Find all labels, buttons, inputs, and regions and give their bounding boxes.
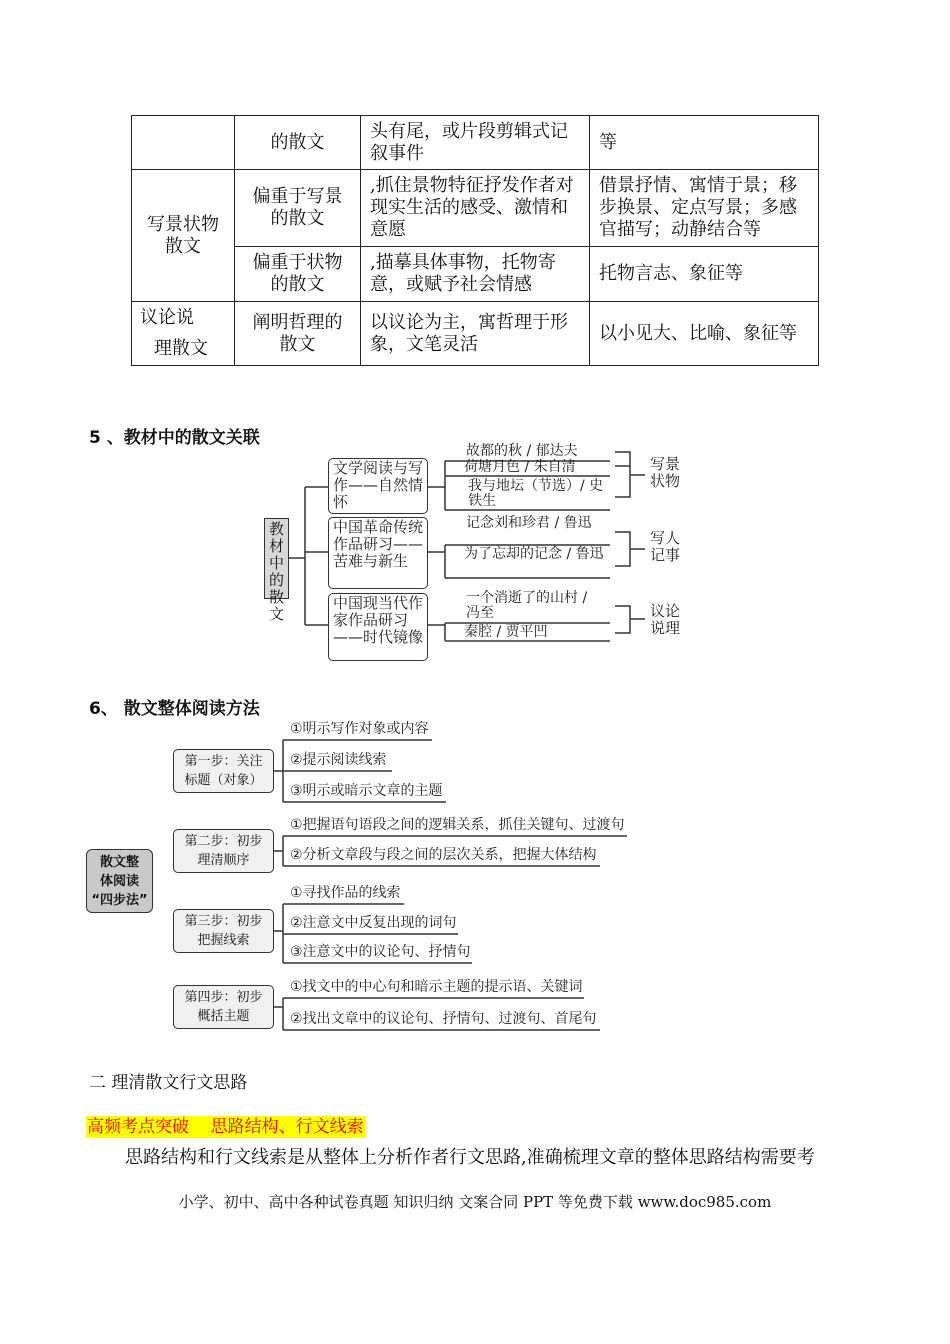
leaf-item: 记念刘和珍君 / 鲁迅 [466, 515, 592, 531]
step-item: ③注意文中的议论句、抒情句 [290, 944, 471, 960]
step-line: 概括主题 [197, 1009, 250, 1024]
table-cell: 阐明哲理的散文 [235, 302, 361, 366]
step-item: ②提示阅读线索 [290, 752, 387, 768]
table-cell: 偏重于写景的散文 [235, 170, 361, 247]
root-line: 散文整 [99, 855, 139, 870]
page-footer: 小学、初中、高中各种试卷真题 知识归纳 文案合同 PPT 等免费下载 www.doc985.com [178, 1193, 772, 1211]
table-cell: 以议论为主，寓哲理于形象，文笔灵活 [361, 302, 590, 366]
root-line: “四步法” [91, 893, 148, 908]
root-line: 体阅读 [99, 874, 139, 889]
step-line: 第二步：初步 [184, 834, 263, 849]
step-item: ②分析文章段与段之间的层次关系，把握大体结构 [290, 847, 597, 863]
step-item: ①找文中的中心句和暗示主题的提示语、关键词 [290, 979, 583, 995]
step-box [173, 985, 274, 1029]
category-tag: 写景状物 [650, 455, 681, 490]
category-tag: 议论说理 [650, 602, 681, 637]
step-item: ②注意文中反复出现的词句 [290, 915, 457, 931]
table-cell: 写景状物散文 [132, 170, 235, 302]
table-cell: ,抓住景物特征抒发作者对现实生活的感受、激情和意愿 [361, 170, 590, 247]
step-line: 第四步：初步 [184, 990, 263, 1005]
leaf-item: 为了忘却的记念 / 鲁迅 [464, 546, 604, 562]
step-line: 第一步：关注 [184, 754, 263, 769]
leaf-item: 一个消逝了的山村 / 冯至 [466, 590, 588, 621]
leaf-item: 秦腔 / 贾平凹 [464, 624, 548, 640]
table-cell: 以小见大、比喻、象征等 [590, 302, 819, 366]
category-tag: 写人记事 [650, 529, 681, 564]
step-item: ①把握语句语段之间的逻辑关系，抓住关键句、过渡句 [290, 817, 625, 833]
cell-line: 理散文 [154, 338, 208, 359]
section-heading: 6、 散文整体阅读方法 [89, 699, 260, 719]
table-cell: 托物言志、象征等 [590, 247, 819, 302]
table-cell: 头有尾，或片段剪辑式记叙事件 [361, 116, 590, 170]
section-heading: 5 、教材中的散文关联 [89, 428, 260, 448]
step-line: 第三步：初步 [184, 914, 263, 929]
step-box [173, 829, 274, 873]
branch-box: 中国革命传统作品研习——苦难与新生 [328, 517, 428, 589]
leaf-item: 荷塘月色 / 朱自清 [464, 459, 576, 475]
branch-box: 文学阅读与写作——自然情怀 [328, 458, 428, 514]
section-heading: 二 理清散文行文思路 [89, 1073, 248, 1093]
step-item: ①寻找作品的线索 [290, 885, 401, 901]
step-item: ②找出文章中的议论句、抒情句、过渡句、首尾句 [290, 1011, 597, 1027]
leaf-item: 故都的秋 / 郁达夫 [466, 443, 578, 459]
step-box [173, 749, 274, 793]
method-root [86, 849, 153, 913]
table-cell: 等 [590, 116, 819, 170]
step-item: ①明示写作对象或内容 [290, 721, 429, 737]
table-cell: ,描摹具体事物，托物寄意，或赋予社会情感 [361, 247, 590, 302]
mindmap-root: 教材中的散文 [264, 518, 289, 599]
cell-line: 议论说 [140, 307, 194, 328]
step-line: 理清顺序 [197, 853, 250, 868]
step-item: ③明示或暗示文章的主题 [290, 783, 443, 799]
step-line: 标题（对象） [184, 773, 263, 788]
step-line: 把握线索 [197, 933, 250, 948]
step-box [173, 909, 274, 953]
table-cell: 的散文 [235, 116, 361, 170]
body-paragraph: 思路结构和行文线索是从整体上分析作者行文思路,准确梳理文章的整体思路结构需要考 [125, 1147, 815, 1168]
leaf-item: 我与地坛（节选）/ 史铁生 [468, 478, 604, 509]
highlight-heading: 高频考点突破 思路结构、行文线索 [87, 1117, 364, 1137]
table-cell: 偏重于状物的散文 [235, 247, 361, 302]
branch-box: 中国现当代作家作品研习——时代镜像 [328, 593, 428, 661]
table-cell: 借景抒情、寓情于景；移步换景、定点写景；多感官描写；动静结合等 [590, 170, 819, 247]
